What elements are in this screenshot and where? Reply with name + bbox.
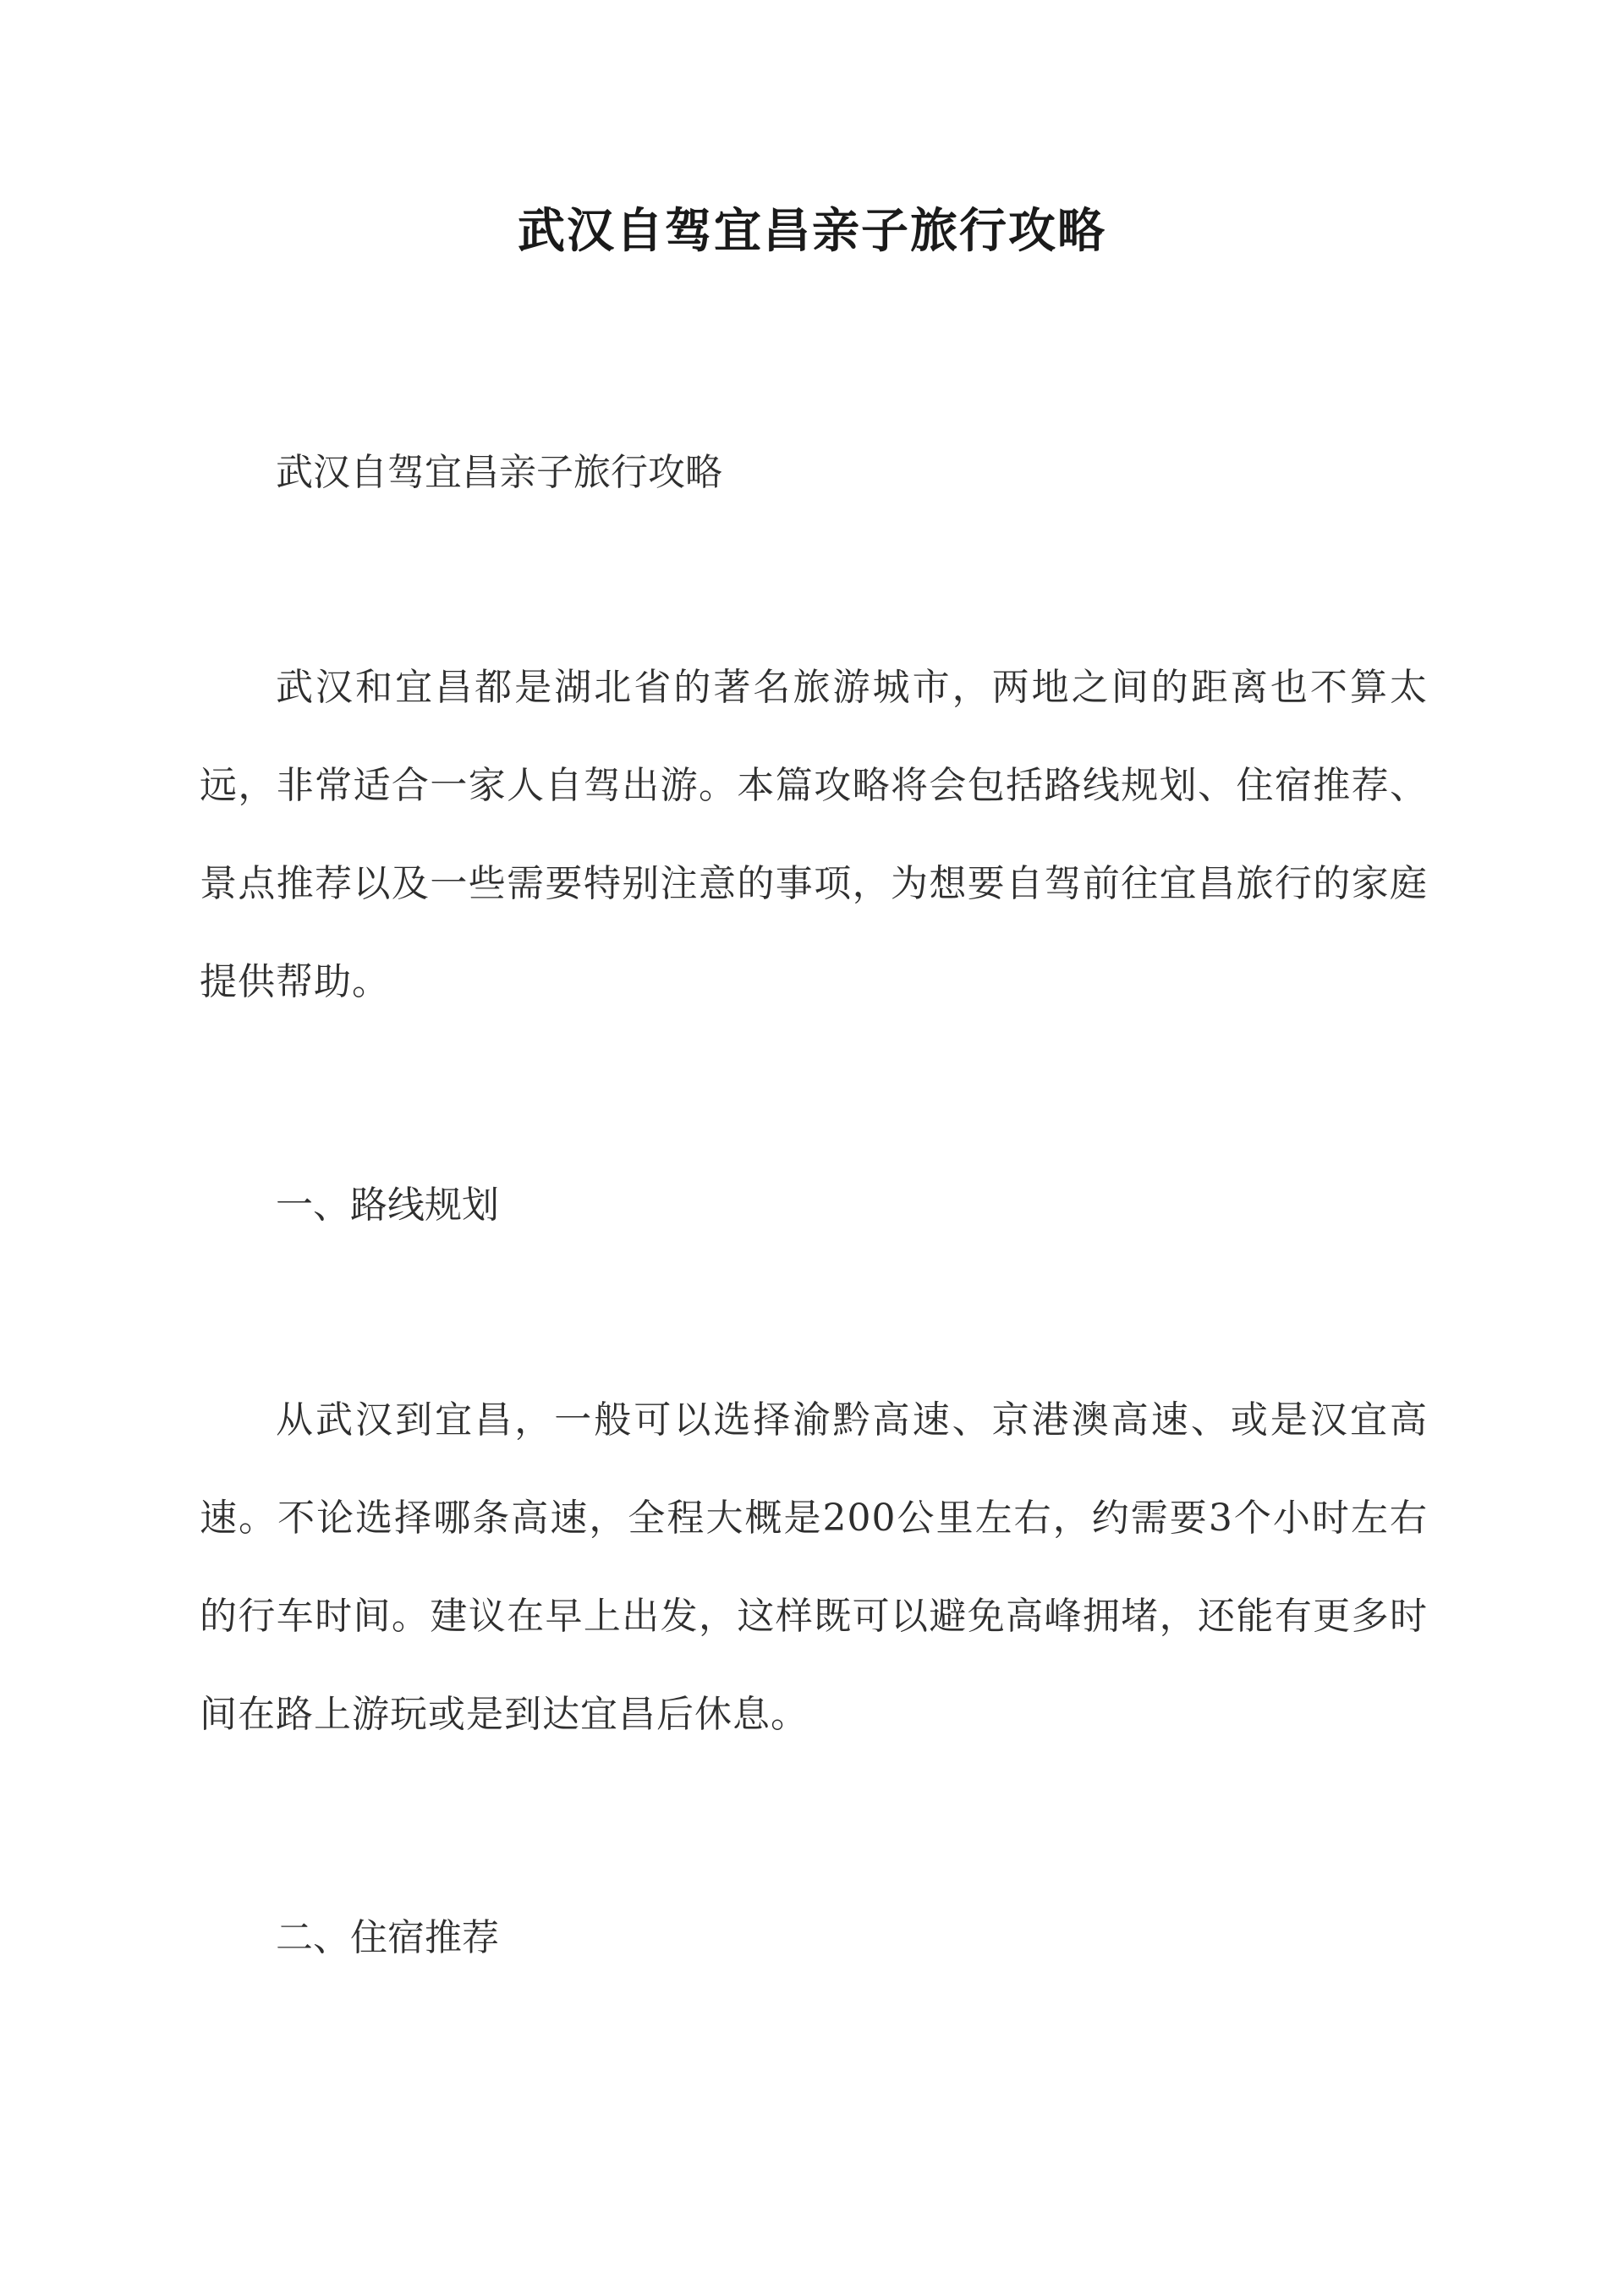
document-subtitle: 武汉自驾宜昌亲子旅行攻略	[276, 451, 722, 494]
section-heading-route: 一、路线规划	[276, 1184, 499, 1227]
intro-paragraph: 武汉和宜昌都是湖北省的著名旅游城市，两地之间的距离也不算太远，非常适合一家人自驾出游。本篇攻略将会包括路线规划、住宿推荐、景点推荐以及一些需要特别注意的事项，为想要自驾前往宜昌旅行的家庭提供帮助。	[200, 666, 1428, 1003]
section-heading-accommodation: 二、住宿推荐	[276, 1916, 499, 1959]
document-title: 武汉自驾宜昌亲子旅行攻略	[518, 203, 1106, 259]
route-paragraph: 从武汉到宜昌，一般可以选择渝黔高速、京港澳高速、或是汉宜高速。不论选择哪条高速，全程大概是200公里左右，约需要3个小时左右的行车时间。建议在早上出发，这样既可以避免高峰拥堵，还能有更多时间在路上游玩或是到达宜昌后休息。	[200, 1398, 1428, 1736]
